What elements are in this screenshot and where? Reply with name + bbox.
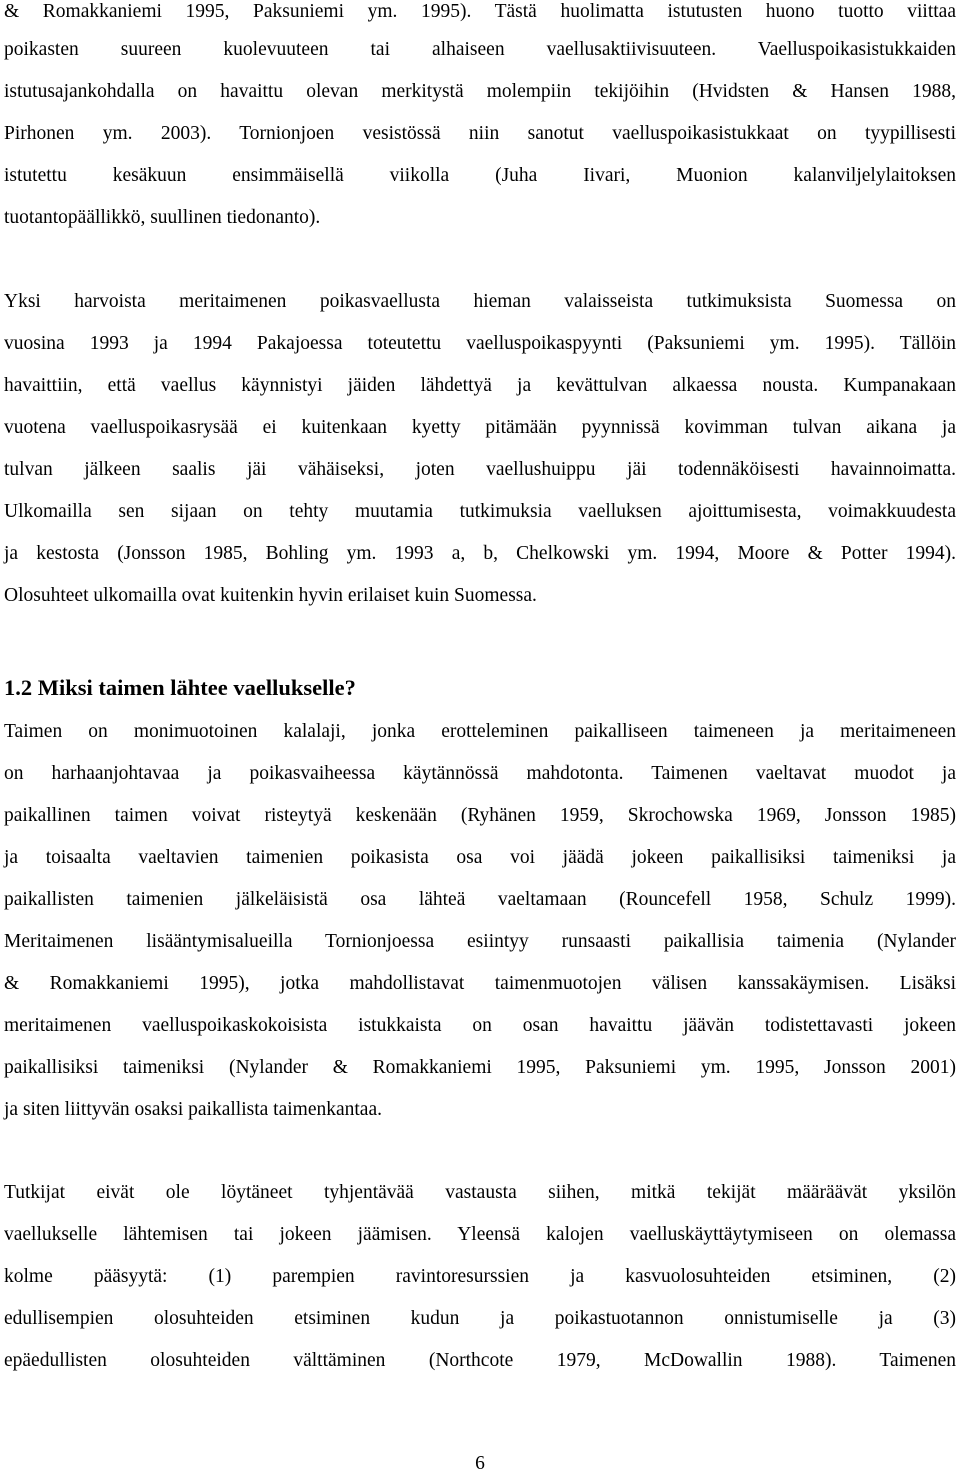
text-line: & Romakkaniemi 1995, Paksuniemi ym. 1995). Tästä huolimatta istutusten huono tuotto viittaa [4, 1, 956, 22]
section-heading: 1.2 Miksi taimen lähtee vaellukselle? [4, 675, 356, 700]
text-line: Pirhonen ym. 2003). Tornionjoen vesistössä niin sanotut vaelluspoikasistukkaat on tyypillisesti [4, 123, 956, 144]
text-line: tulvan jälkeen saalis jäi vähäiseksi, joten vaellushuippu jäi todennäköisesti havainnoimatta. [4, 459, 956, 480]
text-line: vuosina 1993 ja 1994 Pakajoessa toteutettu vaelluspoikaspyynti (Paksuniemi ym. 1995). Tällöin [4, 333, 956, 354]
text-line: paikallinen taimen voivat risteytyä keskenään (Ryhänen 1959, Skrochowska 1969, Jonsson 1985) [4, 805, 956, 826]
text-line: meritaimenen vaelluspoikaskokoisista istukkaista on osan havaittu jäävän todistettavasti jokeen [4, 1015, 956, 1036]
text-line: vaellukselle lähtemisen tai jokeen jäämisen. Yleensä kalojen vaelluskäyttäytymiseen on olemassa [4, 1224, 956, 1245]
text-line: ja kestosta (Jonsson 1985, Bohling ym. 1993 a, b, Chelkowski ym. 1994, Moore & Potter 1994). [4, 543, 956, 564]
text-line: istutusajankohdalla on havaittu olevan merkitystä molempiin tekijöihin (Hvidsten & Hansen 1988, [4, 81, 956, 102]
text-line: ja toisaalta vaeltavien taimenien poikasista osa voi jäädä jokeen paikallisiksi taimeniksi ja [4, 847, 956, 868]
text-line: istutettu kesäkuun ensimmäisellä viikolla (Juha Iivari, Muonion kalanviljelylaitoksen [4, 165, 956, 186]
text-line: Ulkomailla sen sijaan on tehty muutamia tutkimuksia vaelluksen ajoittumisesta, voimakkuudesta [4, 501, 956, 522]
text-line: & Romakkaniemi 1995), jotka mahdollistavat taimenmuotojen välisen kanssakäymisen. Lisäksi [4, 973, 956, 994]
text-line: ja siten liittyvän osaksi paikallista taimenkantaa. [4, 1099, 382, 1120]
text-line: poikasten suureen kuolevuuteen tai alhaiseen vaellusaktiivisuuteen. Vaelluspoikasistukkaiden [4, 39, 956, 60]
text-line: paikallisten taimenien jälkeläisistä osa lähteä vaeltamaan (Rouncefell 1958, Schulz 1999). [4, 889, 956, 910]
text-line: Meritaimenen lisääntymisalueilla Tornionjoessa esiintyy runsaasti paikallisia taimenia (Nylander [4, 931, 956, 952]
text-line: epäedullisten olosuhteiden välttäminen (Northcote 1979, McDowallin 1988). Taimenen [4, 1350, 956, 1371]
text-line: kolme pääsyytä: (1) parempien ravintoresurssien ja kasvuolosuhteiden etsiminen, (2) [4, 1266, 956, 1287]
text-line: Tutkijat eivät ole löytäneet tyhjentävää vastausta siihen, mitkä tekijät määräävät yksilön [4, 1182, 956, 1203]
text-line: Taimen on monimuotoinen kalalaji, jonka erotteleminen paikalliseen taimeneen ja meritaimeneen [4, 721, 956, 742]
text-line: vuotena vaelluspoikasrysää ei kuitenkaan kyetty pitämään pyynnissä kovimman tulvan aikana ja [4, 417, 956, 438]
text-line: edullisempien olosuhteiden etsiminen kudun ja poikastuotannon onnistumiselle ja (3) [4, 1308, 956, 1329]
page-number: 6 [475, 1453, 485, 1474]
text-line: havaittiin, että vaellus käynnistyi jäiden lähdettyä ja kevättulvan alkaessa nousta. Kumpanakaan [4, 375, 956, 396]
text-line: paikallisiksi taimeniksi (Nylander & Romakkaniemi 1995, Paksuniemi ym. 1995, Jonsson 2001) [4, 1057, 956, 1078]
text-line: tuotantopäällikkö, suullinen tiedonanto). [4, 207, 321, 228]
text-line: Yksi harvoista meritaimenen poikasvaellusta hieman valaisseista tutkimuksista Suomessa on [4, 291, 956, 312]
text-line: on harhaanjohtavaa ja poikasvaiheessa käytännössä mahdotonta. Taimenen vaeltavat muodot ja [4, 763, 956, 784]
text-line: Olosuhteet ulkomailla ovat kuitenkin hyvin erilaiset kuin Suomessa. [4, 585, 537, 606]
